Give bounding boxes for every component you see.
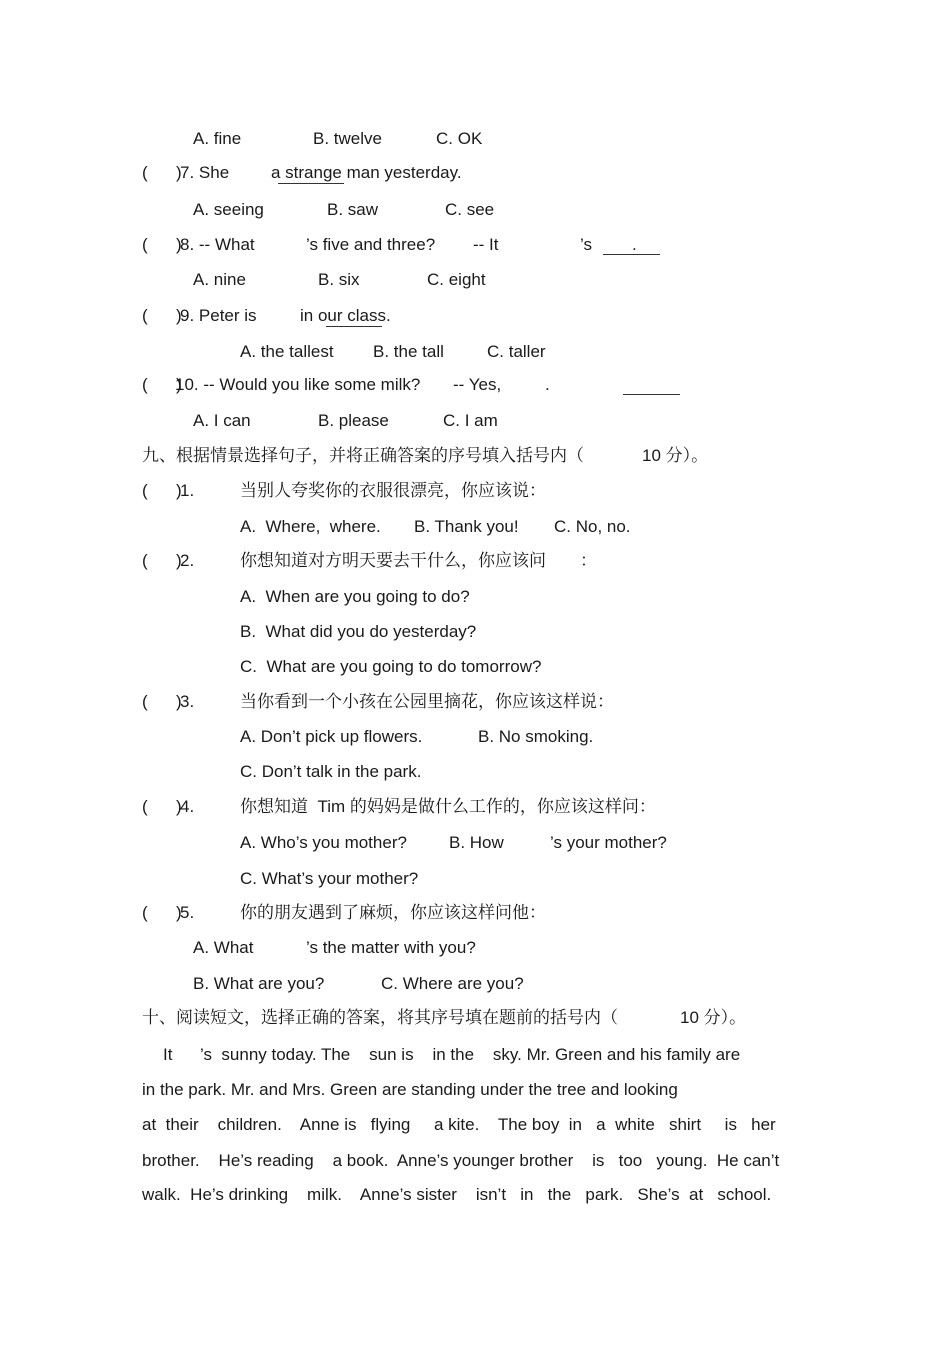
- q9-paren: ( ): [142, 306, 182, 325]
- s9-item2-option-a: A. When are you going to do?: [240, 587, 470, 606]
- s9-item3-option-a: A. Don’t pick up flowers.: [240, 727, 423, 746]
- passage-line-1a: It: [163, 1045, 173, 1064]
- s9-item3-paren: ( ): [142, 692, 182, 711]
- s9-item4-option-a: A. Who’s you mother?: [240, 833, 407, 852]
- s9-item3-option-c: C. Don’t talk in the park.: [240, 762, 422, 781]
- s9-item1-prompt: 当别人夸奖你的衣服很漂亮，你应该说：: [240, 481, 546, 500]
- q9-underline: [326, 326, 382, 327]
- s9-item2-paren: ( ): [142, 551, 182, 570]
- s9-item5-option-c: C. Where are you?: [381, 974, 524, 993]
- s9-item4-prompt: 你想知道 Tim 的妈妈是做什么工作的，你应该这样问：: [240, 797, 656, 816]
- q7-paren: ( ): [142, 163, 182, 182]
- passage-line-1b: ’s sunny today. The sun is in the sky. Mr. Green and his family are: [200, 1045, 741, 1064]
- q8-answer-blank: [603, 254, 660, 255]
- q10-text-b: -- Yes,: [453, 375, 502, 394]
- s9-item5-option-b: B. What are you?: [193, 974, 325, 993]
- q8-text-a: 8. -- What: [180, 235, 255, 254]
- s9-item2-num: 2.: [180, 551, 195, 570]
- q8-text-d: ’s: [580, 235, 592, 254]
- q10-option-a: A. I can: [193, 411, 251, 430]
- s9-item1-num: 1.: [180, 481, 195, 500]
- q9-option-c: C. taller: [487, 342, 546, 361]
- passage-line-4: brother. He’s reading a book. Anne’s younger brother is too young. He can’t: [142, 1151, 780, 1170]
- q8-paren: ( ): [142, 235, 182, 254]
- q10-text-a: 10. -- Would you like some milk?: [175, 375, 421, 394]
- q9-text-a: 9. Peter is: [180, 306, 257, 325]
- s9-item5-prompt: 你的朋友遇到了麻烦，你应该这样问他：: [240, 903, 546, 922]
- q6-option-c: C. OK: [436, 129, 483, 148]
- q7-text-a: 7. She: [180, 163, 230, 182]
- q9-option-b: B. the tall: [373, 342, 444, 361]
- q9-option-a: A. the tallest: [240, 342, 334, 361]
- s9-item5-option-a-tail: ’s the matter with you?: [306, 938, 476, 957]
- s9-item2-prompt-tail: ：: [580, 551, 597, 570]
- s9-item4-option-c: C. What’s your mother?: [240, 869, 419, 888]
- passage-line-3: at their children. Anne is flying a kite. The boy in a white shirt is her: [142, 1115, 776, 1134]
- section9-score: 10 分）。: [642, 446, 709, 465]
- s9-item2-option-b: B. What did you do yesterday?: [240, 622, 477, 641]
- q7-option-b: B. saw: [327, 200, 379, 219]
- q7-option-a: A. seeing: [193, 200, 264, 219]
- q7-option-c: C. see: [445, 200, 495, 219]
- q6-option-a: A. fine: [193, 129, 242, 148]
- s9-item2-prompt: 你想知道对方明天要去干什么，你应该问: [240, 551, 546, 570]
- q8-option-c: C. eight: [427, 270, 486, 289]
- s9-item1-paren: ( ): [142, 481, 182, 500]
- section10-heading: 十、阅读短文，选择正确的答案，将其序号填在题前的括号内（: [142, 1008, 618, 1027]
- s9-item2-option-c: C. What are you going to do tomorrow?: [240, 657, 542, 676]
- section10-score: 10 分）。: [680, 1008, 747, 1027]
- s9-item1-option-b: B. Thank you!: [414, 517, 519, 536]
- q8-text-c: -- It: [473, 235, 499, 254]
- s9-item4-option-b: B. How: [449, 833, 504, 852]
- q8-option-a: A. nine: [193, 270, 246, 289]
- q8-text-e: .: [632, 235, 637, 254]
- q7-text-b: a strange man yesterday.: [271, 163, 462, 182]
- q9-text-b: in our class.: [300, 306, 391, 325]
- passage-line-2: in the park. Mr. and Mrs. Green are standing under the tree and looking: [142, 1080, 678, 1099]
- q8-option-b: B. six: [318, 270, 360, 289]
- passage-line-5: walk. He’s drinking milk. Anne’s sister isn’t in the park. She’s at school.: [142, 1185, 772, 1204]
- q6-option-b: B. twelve: [313, 129, 382, 148]
- q10-text-c: .: [545, 375, 550, 394]
- s9-item4-option-b-tail: ’s your mother?: [550, 833, 667, 852]
- s9-item5-option-a: A. What: [193, 938, 254, 957]
- s9-item5-num: 5.: [180, 903, 195, 922]
- q10-option-c: C. I am: [443, 411, 498, 430]
- s9-item3-option-b: B. No smoking.: [478, 727, 594, 746]
- s9-item1-option-c: C. No, no.: [554, 517, 631, 536]
- section9-heading: 九、根据情景选择句子，并将正确答案的序号填入括号内（: [142, 446, 584, 465]
- s9-item1-option-a: A. Where, where.: [240, 517, 381, 536]
- q8-text-b: ’s five and three?: [306, 235, 436, 254]
- q7-underline: [278, 183, 344, 184]
- s9-item5-paren: ( ): [142, 903, 182, 922]
- s9-item3-num: 3.: [180, 692, 195, 711]
- s9-item3-prompt: 当你看到一个小孩在公园里摘花，你应该这样说：: [240, 692, 614, 711]
- s9-item4-num: 4.: [180, 797, 195, 816]
- q10-answer-blank: [623, 394, 680, 395]
- q10-option-b: B. please: [318, 411, 389, 430]
- q10-paren: ( ): [142, 375, 182, 394]
- s9-item4-paren: ( ): [142, 797, 182, 816]
